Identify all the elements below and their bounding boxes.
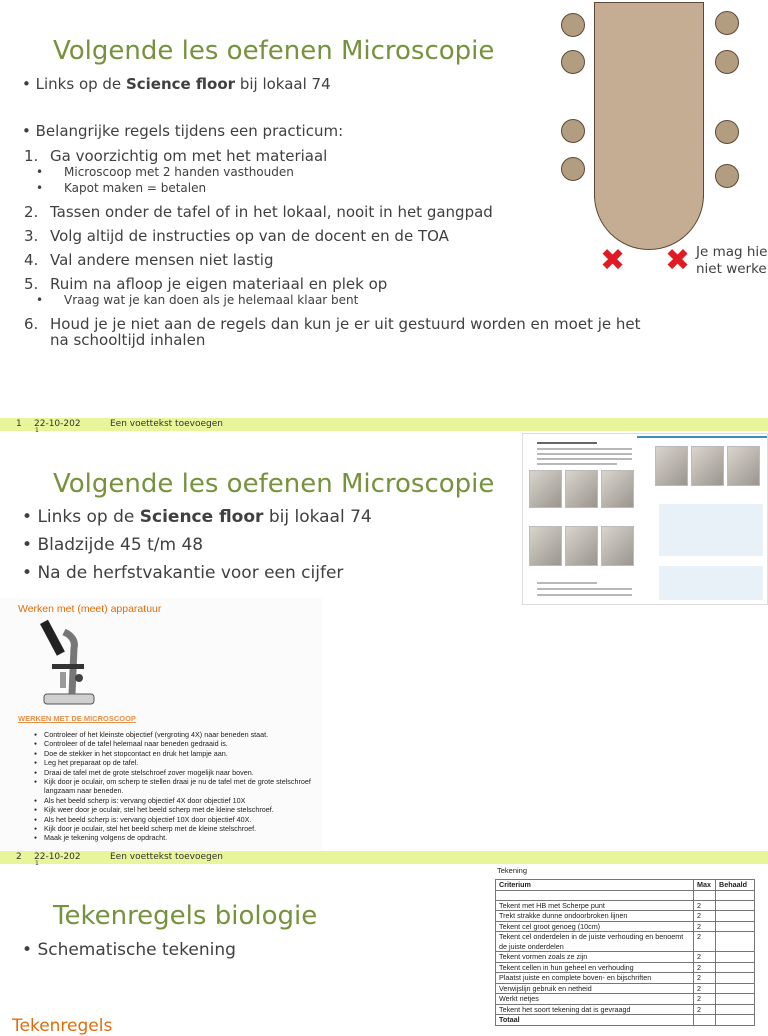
thumb-text-line <box>537 463 617 465</box>
slide-1-title: Volgende les oefenen Microscopie <box>53 36 495 66</box>
rule-5-sub <box>36 293 359 307</box>
chair <box>561 157 585 181</box>
header-max: Max <box>694 880 716 891</box>
diagram-note-line-2: niet werke <box>696 261 767 277</box>
table-header-row <box>496 880 755 891</box>
doc-step: ● Kijk door je oculair, stel het beeld scherp met de kleine stelschroef. <box>18 824 311 833</box>
doc-step: ● Controleer of het kleinste objectief (vergroting 4X) naar beneden staat. <box>18 730 311 739</box>
slide-number: 1 <box>16 419 22 429</box>
rule-2 <box>24 203 493 221</box>
chair <box>715 11 739 35</box>
thumb-photo <box>727 446 760 486</box>
table-cell: 2 <box>694 994 716 1005</box>
chair <box>561 119 585 143</box>
table-row <box>496 932 755 952</box>
thumb-heading <box>537 442 597 444</box>
sub-text: Microscoop met 2 handen vasthouden <box>64 165 294 179</box>
table-cell <box>694 890 716 900</box>
table-cell: Tekent cellen in hun geheel en verhouding <box>496 962 694 973</box>
rule-text: Ruim na afloop je eigen materiaal en plek op <box>50 275 388 293</box>
doc-step: ● Draai de tafel met de grote stelschroef zover mogelijk naar boven. <box>18 768 311 777</box>
table-cell: Totaal <box>496 1015 694 1026</box>
table-cell <box>716 983 755 994</box>
table-cell: Tekent cel onderdelen in de juiste verhouding en benoemt de juiste onderdelen <box>496 932 694 952</box>
table-row <box>496 952 755 963</box>
bullet-dot: • <box>22 507 33 527</box>
thumb-photo <box>601 470 634 508</box>
table-cell: Tekent het soort tekening dat is gevraagd <box>496 1004 694 1015</box>
thumb-photo <box>565 526 598 566</box>
thumb-photo <box>565 470 598 508</box>
thumb-photo <box>529 470 562 508</box>
slide-footer-2 <box>0 851 768 867</box>
table-row <box>496 973 755 984</box>
bullet-dot: • <box>22 122 31 140</box>
table-cell: 2 <box>694 932 716 952</box>
table-row <box>496 890 755 900</box>
chair <box>715 120 739 144</box>
thumb-header-bar <box>637 436 767 438</box>
rule-5 <box>24 275 388 293</box>
table-cell <box>716 994 755 1005</box>
doc-step: ● Kijk weer door je oculair, stel het beeld scherp met de kleine stelschroef. <box>18 805 311 814</box>
rule-3 <box>24 227 449 245</box>
table-cell: 2 <box>694 911 716 922</box>
rule-1-sub-2 <box>36 181 207 195</box>
table-row <box>496 983 755 994</box>
doc-step: ● Kijk door je oculair, om scherp te stellen draai je nu de tafel met de grote stelschroef <box>18 777 311 786</box>
rule-text: Tassen onder de tafel of in het lokaal, nooit in het gangpad <box>50 203 493 221</box>
diagram-note-line-1: Je mag hie <box>696 244 768 260</box>
location-prefix: Links op de <box>35 75 126 93</box>
rule-1-sub-1 <box>36 165 294 179</box>
table-round-end <box>594 194 704 250</box>
chair <box>561 50 585 74</box>
table-row <box>496 1015 755 1026</box>
thumb-photo <box>529 526 562 566</box>
table-cell <box>716 890 755 900</box>
footer-date: 22-10-202 <box>34 852 81 862</box>
rule-number: 6. <box>24 315 39 333</box>
rule-number: 5. <box>24 275 39 293</box>
table-cell: 2 <box>694 983 716 994</box>
rules-intro-text: Belangrijke regels tijdens een practicum: <box>35 122 344 140</box>
slide-number: 2 <box>16 852 22 862</box>
thumb-text-line <box>537 582 597 584</box>
location-bold: Science floor <box>125 75 236 93</box>
slide-3-bullet <box>22 940 236 960</box>
chair <box>715 164 739 188</box>
table-cell: Verwijslijn gebruik en netheid <box>496 983 694 994</box>
rule-text: Val andere mensen niet lastig <box>50 251 274 269</box>
thumb-info-box <box>659 504 763 556</box>
slide-2-grade-line <box>22 563 343 583</box>
chair <box>561 13 585 37</box>
rule-text: Volg altijd de instructies op van de docent en de TOA <box>50 227 449 245</box>
sub-bullet: • <box>36 165 44 179</box>
table-cell: 2 <box>694 1004 716 1015</box>
thumb-photo <box>601 526 634 566</box>
table-cell <box>716 962 755 973</box>
footer-text[interactable]: Een voettekst toevoegen <box>110 419 223 429</box>
doc-step: ● Maak je tekening volgens de opdracht. <box>18 833 311 842</box>
sub-text: Vraag wat je kan doen als je helemaal klaar bent <box>64 293 359 307</box>
bullet-dot: • <box>22 535 33 555</box>
sub-bullet: • <box>36 293 44 307</box>
thumb-text-line <box>537 453 632 455</box>
table-cell <box>716 1015 755 1026</box>
thumb-text-line <box>537 588 632 590</box>
table-rect <box>594 2 704 198</box>
table-cell: Tekent vormen zoals ze zijn <box>496 952 694 963</box>
table-cell <box>716 973 755 984</box>
rule-6-continuation: na schooltijd inhalen <box>50 331 206 349</box>
table-cell <box>716 921 755 932</box>
footer-date-overflow: 1 <box>35 427 39 434</box>
table-cell: 2 <box>694 952 716 963</box>
doc-steps-list <box>18 730 311 843</box>
table-cell: Werkt netjes <box>496 994 694 1005</box>
table-cell <box>716 952 755 963</box>
footer-date: 22-10-202 <box>34 419 81 429</box>
table-cell: 2 <box>694 921 716 932</box>
table-row <box>496 911 755 922</box>
header-behaald: Behaald <box>716 880 755 891</box>
table-row <box>496 962 755 973</box>
doc-step: ● Controleer of de tafel helemaal naar beneden gedraaid is. <box>18 739 311 748</box>
table-row <box>496 900 755 911</box>
sub-bullet: • <box>36 181 44 195</box>
bullet-dot: • <box>22 563 33 583</box>
doc-step: ● Leg het preparaat op de tafel. <box>18 758 311 767</box>
doc-step-continuation: langzaam naar beneden. <box>44 786 124 796</box>
bullet-dot: • <box>22 75 31 93</box>
doc-subheading: WERKEN MET DE MICROSCOOP <box>18 714 136 723</box>
table-cell: 2 <box>694 973 716 984</box>
table-cell: Plaatst juiste en complete boven- en bijschriften <box>496 973 694 984</box>
slide-3-title: Tekenregels biologie <box>53 901 318 931</box>
table-cell: Tekent met HB met Scherpe punt <box>496 900 694 911</box>
table-cell <box>694 1015 716 1026</box>
footer-text[interactable]: Een voettekst toevoegen <box>110 852 223 862</box>
table-cell: Tekent cel groot genoeg (10cm) <box>496 921 694 932</box>
location-suffix: bij lokaal 74 <box>263 507 372 527</box>
rule-number: 4. <box>24 251 39 269</box>
pages-text: Bladzijde 45 t/m 48 <box>37 535 204 555</box>
location-suffix: bij lokaal 74 <box>235 75 331 93</box>
slide-2-pages-line <box>22 535 203 555</box>
rule-6 <box>24 315 641 333</box>
table-cell <box>716 1004 755 1015</box>
table-cell <box>716 900 755 911</box>
table-row <box>496 921 755 932</box>
rule-number: 2. <box>24 203 39 221</box>
doc-step: ● Doe de stekker in het stopcontact en druk het lampje aan. <box>18 749 311 758</box>
rule-text: Ga voorzichtig om met het materiaal <box>50 147 328 165</box>
no-entry-x-icon: ✖ <box>665 243 691 278</box>
rule-number: 1. <box>24 147 39 165</box>
microscope-instructions-doc <box>0 598 322 850</box>
thumb-text-line <box>537 594 632 596</box>
bullet-dot: • <box>22 940 33 960</box>
doc-heading: Werken met (meet) apparatuur <box>18 603 162 615</box>
doc-step: ● Als het beeld scherp is: vervang objectief 10X door objectief 40X. <box>18 815 311 824</box>
rule-text: Houd je je niet aan de regels dan kun je er uit gestuurd worden en moet je het <box>50 315 641 333</box>
workbook-page-thumbnail <box>522 433 768 605</box>
slide-1-location-line <box>22 75 331 93</box>
slide-3-bottom-fragment: Tekenregels <box>12 1016 113 1036</box>
table-cell <box>716 911 755 922</box>
sub-text: Kapot maken = betalen <box>64 181 207 195</box>
location-prefix: Links op de <box>37 507 140 527</box>
slide-footer-1 <box>0 418 768 434</box>
slide-2-title: Volgende les oefenen Microscopie <box>53 469 495 499</box>
no-entry-x-icon: ✖ <box>600 243 626 278</box>
criteria-table-caption: Tekening <box>497 866 528 875</box>
table-row <box>496 1004 755 1015</box>
table-cell: 2 <box>694 962 716 973</box>
table-cell: 2 <box>694 900 716 911</box>
grade-text: Na de herfstvakantie voor een cijfer <box>37 563 344 583</box>
bullet-text: Schematische tekening <box>37 940 236 960</box>
rule-4 <box>24 251 274 269</box>
doc-step: ● Als het beeld scherp is: vervang objectief 4X door objectief 10X <box>18 796 311 805</box>
footer-date-overflow: 1 <box>35 860 39 867</box>
thumb-info-box <box>659 566 763 600</box>
thumb-photo <box>691 446 724 486</box>
table-cell <box>716 932 755 952</box>
table-row <box>496 994 755 1005</box>
criteria-table <box>495 879 755 1026</box>
chair <box>715 50 739 74</box>
rules-intro <box>22 122 343 140</box>
thumb-photo <box>655 446 688 486</box>
rule-number: 3. <box>24 227 39 245</box>
table-cell <box>496 890 694 900</box>
rule-1 <box>24 147 328 165</box>
table-cell: Trekt strakke dunne ondoorbroken lijnen <box>496 911 694 922</box>
slide-2-location-line <box>22 507 372 527</box>
thumb-text-line <box>537 448 632 450</box>
location-bold: Science floor <box>139 507 264 527</box>
thumb-text-line <box>537 458 632 460</box>
header-criterium: Criterium <box>496 880 694 891</box>
microscope-icon <box>34 618 100 708</box>
